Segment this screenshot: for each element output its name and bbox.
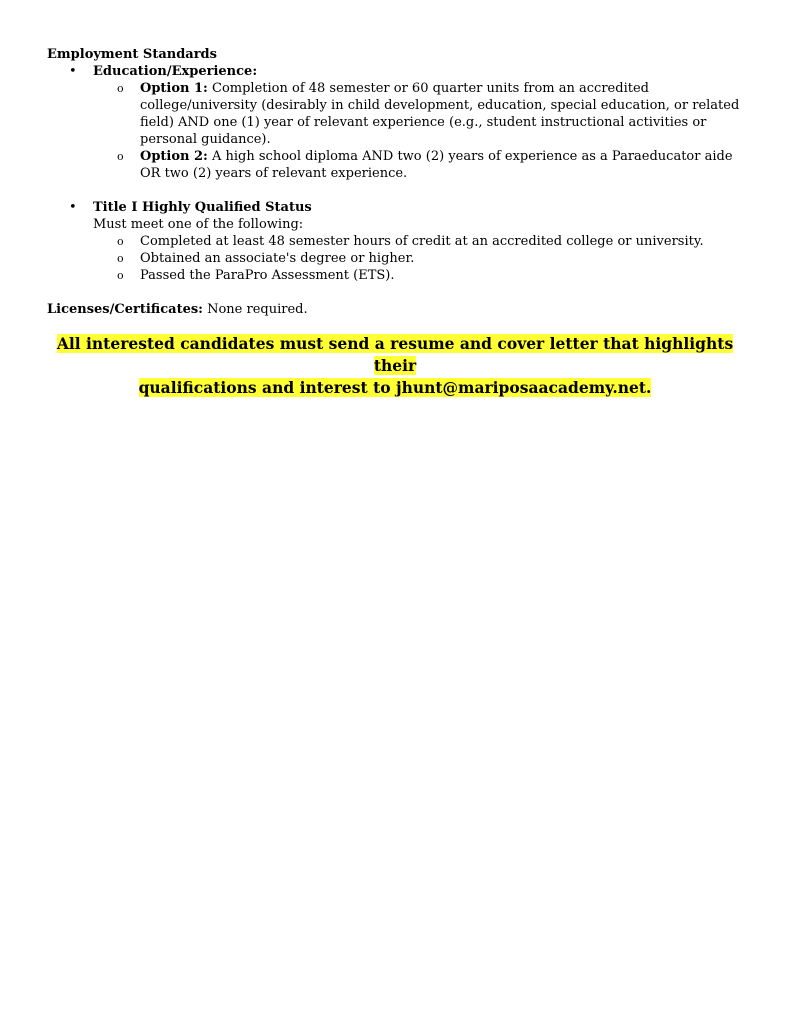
title-i-requirement [93, 267, 757, 284]
circle-bullet-icon: o [117, 150, 124, 163]
education-experience-heading: Education/Experience: [93, 64, 258, 79]
title-i-intro: Must meet one of the following: [93, 217, 304, 232]
title-i-requirement-text: Passed the ParaPro Assessment (ETS). [140, 268, 395, 283]
education-options-list [93, 80, 757, 182]
circle-bullet-icon: o [117, 252, 124, 265]
licenses-certificates [47, 301, 757, 318]
licenses-label: Licenses/Certificates: [47, 302, 203, 317]
title-i-item [47, 199, 757, 284]
spacer [47, 284, 757, 301]
title-i-requirement-text: Obtained an associate's degree or higher. [140, 251, 415, 266]
application-notice [47, 333, 743, 399]
circle-bullet-icon: o [117, 235, 124, 248]
licenses-value: None required. [202, 302, 308, 317]
employment-standards-heading: Employment Standards [47, 47, 217, 62]
circle-bullet-icon: o [117, 269, 124, 282]
title-i-requirement [93, 250, 757, 267]
option-2-label: Option 2: [140, 149, 208, 164]
title-i-requirements-list [93, 233, 757, 284]
education-experience-item [47, 63, 757, 182]
option-1-text: Completion of 48 semester or 60 quarter units from an accredited college/university (desirably in child development, education, special education, or related field) AND one (1) year of relevant experience (e.g., student instructional activities or personal guidance). [140, 81, 740, 147]
bullet-icon: • [69, 200, 77, 215]
document-page [47, 46, 757, 399]
title-i-heading: Title I Highly Qualified Status [93, 200, 312, 215]
bullet-icon: • [69, 64, 77, 79]
option-1-item [93, 80, 757, 148]
title-i-requirement-text: Completed at least 48 semester hours of credit at an accredited college or university. [140, 234, 704, 249]
option-1-label: Option 1: [140, 81, 208, 96]
notice-line-2: qualifications and interest to jhunt@mariposaacademy.net. [138, 378, 652, 397]
employment-standards-list [47, 63, 757, 182]
option-2-item [93, 148, 757, 182]
spacer [47, 182, 757, 199]
title-i-requirement [93, 233, 757, 250]
circle-bullet-icon: o [117, 82, 124, 95]
option-2-text: A high school diploma AND two (2) years of experience as a Paraeducator aide OR two (2) years of relevant experience. [140, 149, 733, 181]
title-i-list [47, 199, 757, 284]
notice-line-1: All interested candidates must send a resume and cover letter that highlights their [56, 334, 734, 375]
